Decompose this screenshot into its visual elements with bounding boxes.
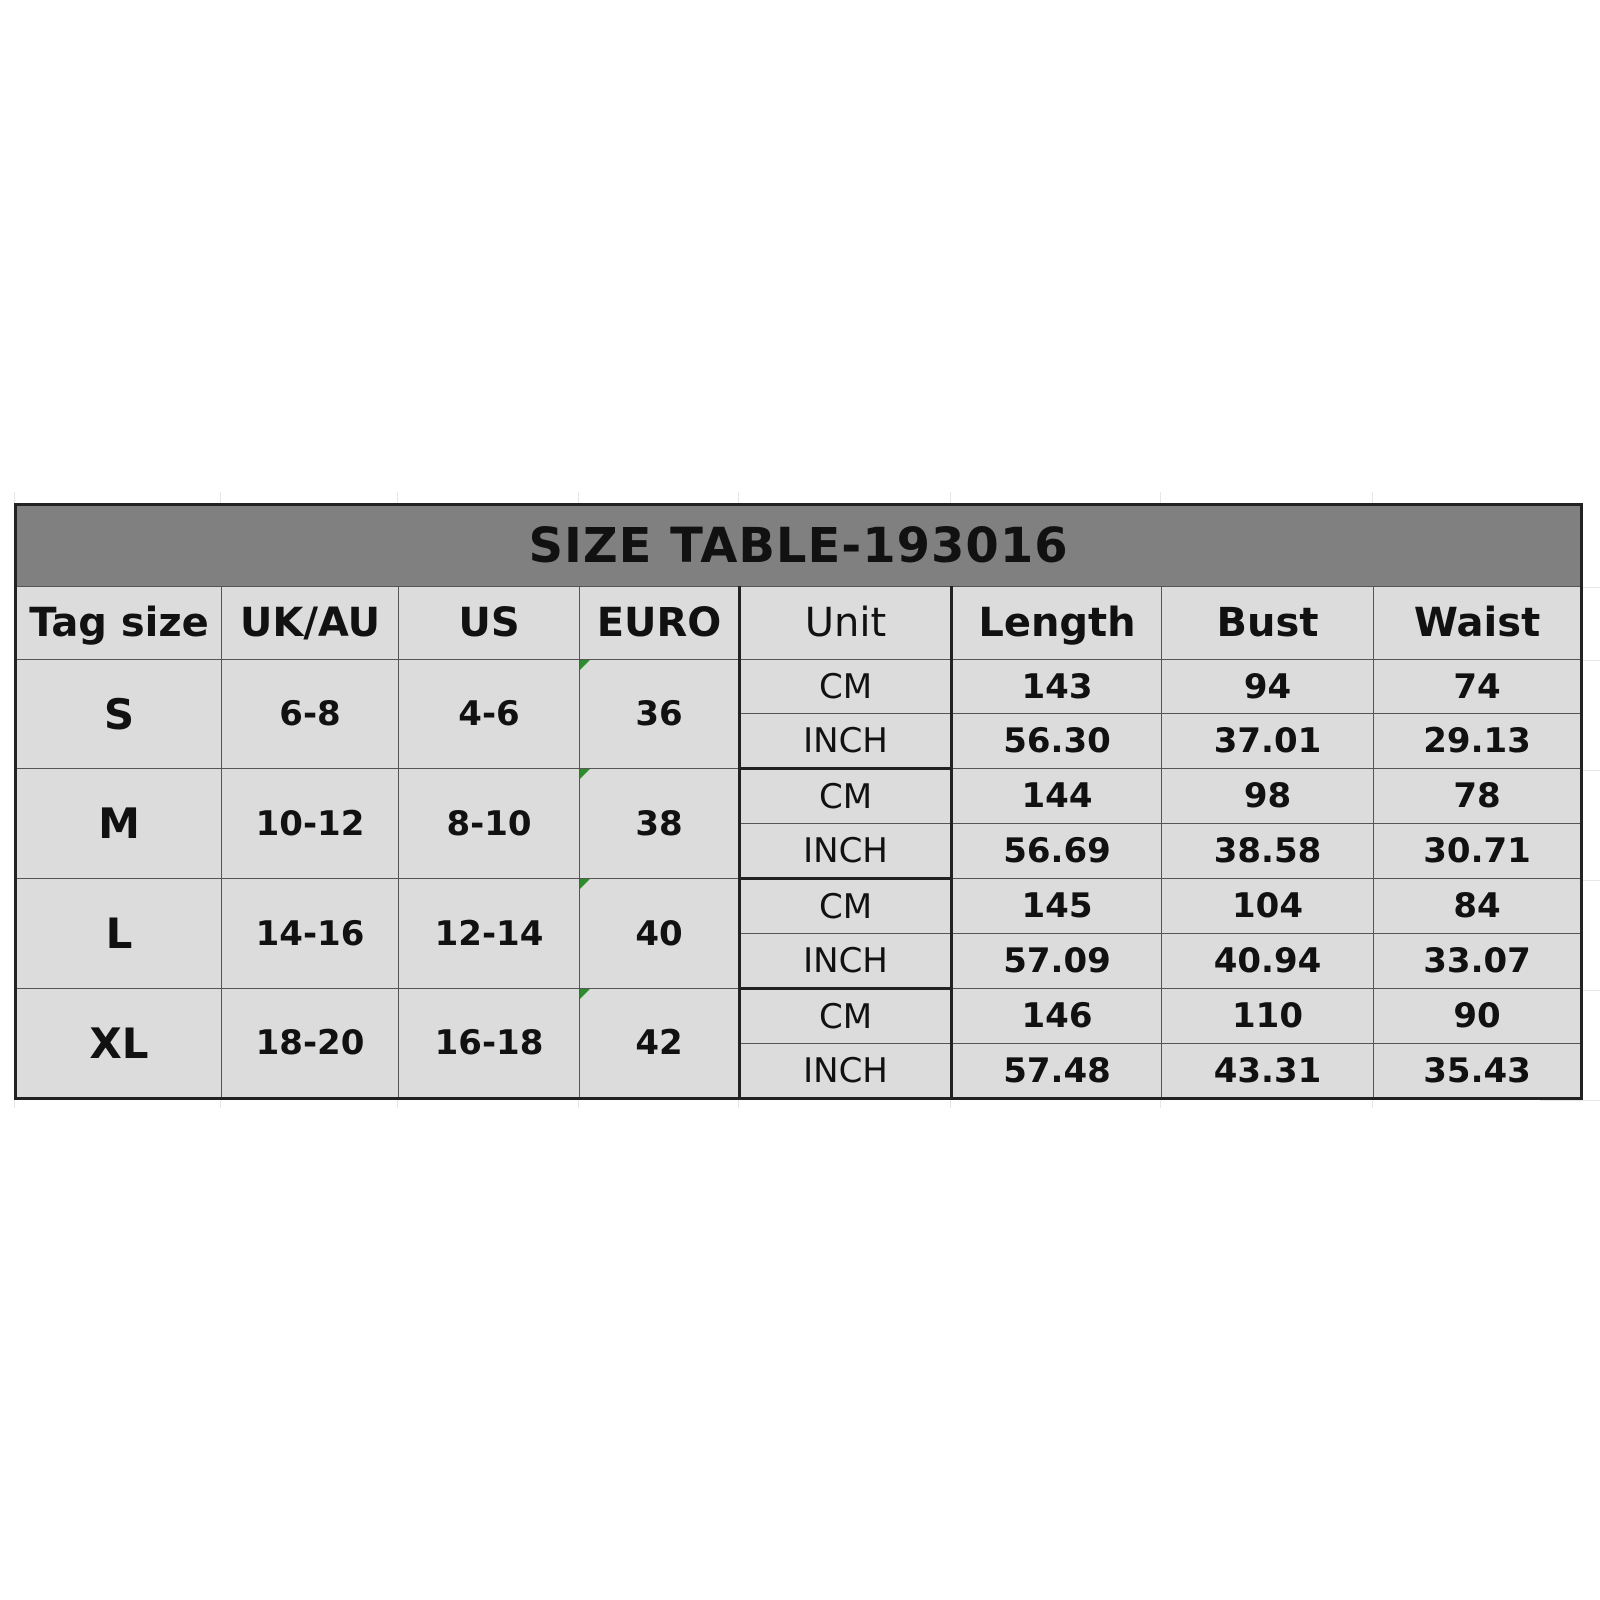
corner-marker xyxy=(580,879,590,889)
us-cell: 8-10 xyxy=(399,769,580,879)
us-cell: 12-14 xyxy=(399,879,580,989)
header-bust: Bust xyxy=(1162,587,1374,660)
euro-cell xyxy=(580,660,740,769)
size-table xyxy=(14,503,1583,1100)
corner-marker xyxy=(580,660,590,670)
unit-cell: CM xyxy=(740,879,952,934)
table-row xyxy=(16,769,1582,824)
unit-cell: INCH xyxy=(740,1044,952,1099)
euro-cell xyxy=(580,879,740,989)
bust-cell: 104 xyxy=(1162,879,1374,934)
table-row xyxy=(16,879,1582,934)
tag-size-cell: L xyxy=(16,879,222,989)
bust-cell: 110 xyxy=(1162,989,1374,1044)
header-waist: Waist xyxy=(1374,587,1582,660)
waist-cell: 33.07 xyxy=(1374,934,1582,989)
euro-value: 38 xyxy=(635,803,683,844)
uk-au-cell: 10-12 xyxy=(222,769,399,879)
table-title: SIZE TABLE-193016 xyxy=(16,505,1582,587)
waist-cell: 35.43 xyxy=(1374,1044,1582,1099)
length-cell: 56.69 xyxy=(952,824,1162,879)
waist-cell: 29.13 xyxy=(1374,714,1582,769)
uk-au-cell: 14-16 xyxy=(222,879,399,989)
waist-cell: 74 xyxy=(1374,660,1582,714)
waist-cell: 84 xyxy=(1374,879,1582,934)
bust-cell: 40.94 xyxy=(1162,934,1374,989)
uk-au-cell: 6-8 xyxy=(222,660,399,769)
length-cell: 56.30 xyxy=(952,714,1162,769)
header-euro: EURO xyxy=(580,587,740,660)
bust-cell: 38.58 xyxy=(1162,824,1374,879)
header-us: US xyxy=(399,587,580,660)
unit-cell: INCH xyxy=(740,934,952,989)
unit-cell: CM xyxy=(740,660,952,714)
corner-marker xyxy=(580,769,590,779)
header-row xyxy=(16,587,1582,660)
corner-marker xyxy=(580,989,590,999)
bust-cell: 37.01 xyxy=(1162,714,1374,769)
unit-cell: CM xyxy=(740,989,952,1044)
tag-size-cell: M xyxy=(16,769,222,879)
length-cell: 145 xyxy=(952,879,1162,934)
header-tag-size: Tag size xyxy=(16,587,222,660)
tag-size-cell: XL xyxy=(16,989,222,1099)
length-cell: 57.48 xyxy=(952,1044,1162,1099)
waist-cell: 78 xyxy=(1374,769,1582,824)
tag-size-cell: S xyxy=(16,660,222,769)
length-cell: 144 xyxy=(952,769,1162,824)
us-cell: 16-18 xyxy=(399,989,580,1099)
euro-value: 36 xyxy=(635,694,683,734)
bust-cell: 98 xyxy=(1162,769,1374,824)
euro-value: 42 xyxy=(635,1023,683,1063)
waist-cell: 30.71 xyxy=(1374,824,1582,879)
table-row xyxy=(16,660,1582,714)
uk-au-cell: 18-20 xyxy=(222,989,399,1099)
bust-cell: 43.31 xyxy=(1162,1044,1374,1099)
unit-cell: CM xyxy=(740,769,952,824)
euro-value: 40 xyxy=(635,913,683,954)
sheet-gridline xyxy=(1540,1100,1600,1101)
euro-cell xyxy=(580,769,740,879)
header-length: Length xyxy=(952,587,1162,660)
header-unit: Unit xyxy=(740,587,952,660)
unit-cell: INCH xyxy=(740,824,952,879)
header-uk-au: UK/AU xyxy=(222,587,399,660)
table-row xyxy=(16,989,1582,1044)
bust-cell: 94 xyxy=(1162,660,1374,714)
length-cell: 143 xyxy=(952,660,1162,714)
length-cell: 57.09 xyxy=(952,934,1162,989)
length-cell: 146 xyxy=(952,989,1162,1044)
waist-cell: 90 xyxy=(1374,989,1582,1044)
us-cell: 4-6 xyxy=(399,660,580,769)
unit-cell: INCH xyxy=(740,714,952,769)
euro-cell xyxy=(580,989,740,1099)
